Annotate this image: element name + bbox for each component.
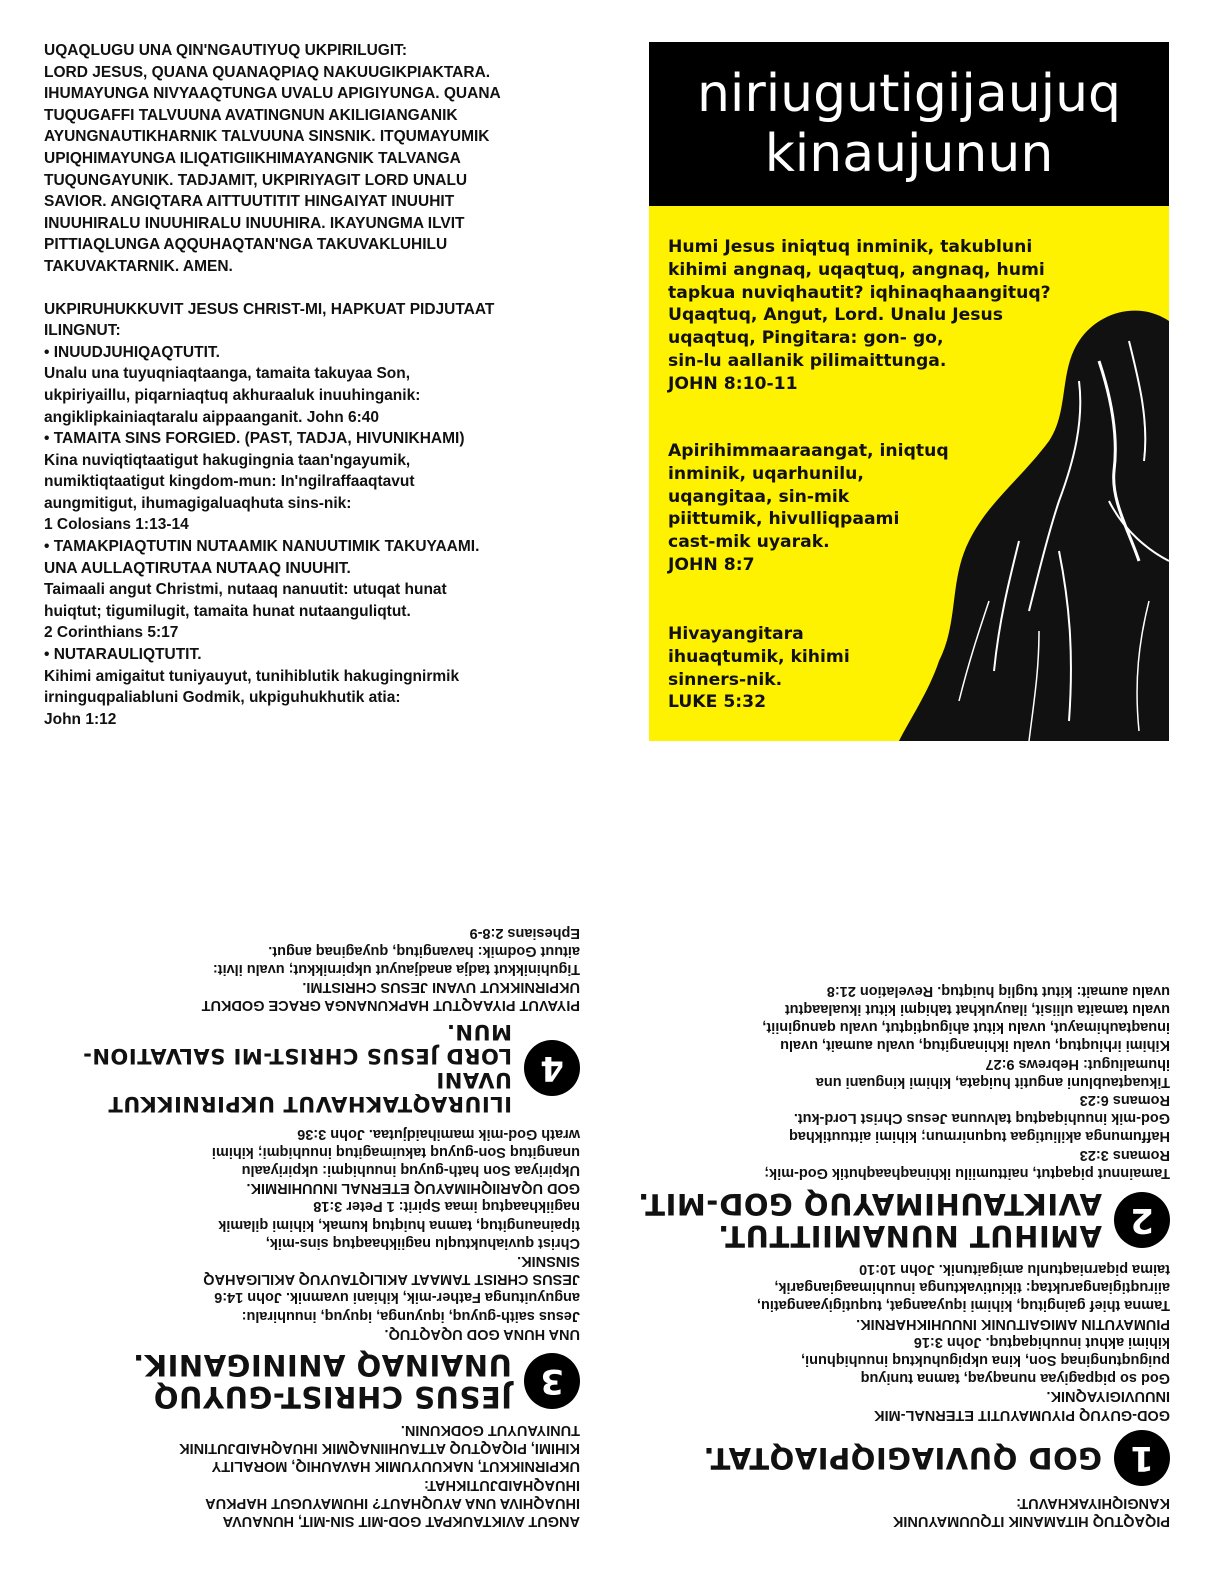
cover-panel xyxy=(649,42,1169,741)
steps-3-4-panel xyxy=(40,810,580,1530)
prayer-panel xyxy=(44,40,604,730)
step-body: PIYAVUT PIYAAQTUT HAPKUNANGA GRACE GODKUT UKPIRNIKKUT UVANI JESUS CHRISTMI. Tiguhinikkut tadja anadjauyut ukpirnikkut; uvalu ilvit: aituut Godmik: havangituq, quyaginaq angut. Ephesians 2:8-9 xyxy=(201,924,580,1014)
promise-title: • NUTARAULIQTUTIT. xyxy=(44,646,202,664)
step-title: ILIURAQTAKHAVUT UKPIRNIKKUT UVANI LORD JESUS CHRIST-MI SALVATION-MUN. xyxy=(82,1020,512,1117)
prayer-text: UQAQLUGU UNA QIN'NGAUTIYUQ UKPIRILUGIT: LORD JESUS, QUANA QUANAQPIAQ NAKUUGIKPIAKTARA. IHUMAYUNGA NIVYAAQTUNGA UVALU APIGIYUNGA. QUANA TUQUGAFFI TALVUUNA AVATINGNUN AKILIGIANGANIK AYUNGNAUTIKHARNIK TALVUUNA SINSNIK. ITQUMAYUMIK UPIQHIMAYUNGA ILIQATIGIIKHIMAYANGNIK TALVANGA TUQUNGAYUNIK. TADJAMIT, UKPIRIYAGIT LORD UNALU SAVIOR. ANGIQTARA AITTUUTITIT HINGAIYAT INUUHIT INUUHIRALU INUUHIRALU INUUHIRA. IKAYUNGMA ILVIT PITTIAQLUNGA AQQUHAQTAN'NGA TAKUVAKLUHILU TAKUVAKTARNIK. AMEN. xyxy=(44,42,501,275)
promise-title: • TAMAKPIAQTUTIN NUTAAMIK NANUUTIMIK TAKUYAAMI. UNA AULLAQTIRUTAA NUTAAQ INUUHIT. xyxy=(44,538,480,577)
step-1-heading xyxy=(630,1430,1170,1486)
promise-body: Taimaali angut Christmi, nutaaq nanuutit: utuqat hunat huiqtut; tigumilugit, tamaita hunat nutaanguliqtut. 2 Corinthians 5:17 xyxy=(44,581,447,642)
cover-quote: Hivayangitara ihuaqtumik, kihimi sinners-nik. LUKE 5:32 xyxy=(668,624,850,713)
step-number-badge: 4 xyxy=(524,1040,580,1096)
step-3-heading xyxy=(40,1349,580,1413)
promise-title: • INUUDJUHIQAQTUTIT. xyxy=(44,343,220,361)
promises-heading: UKPIRUHUKKUVIT JESUS CHRIST-MI, HAPKUAT PIDJUTAAT ILINGNUT: xyxy=(44,300,495,340)
step-4-heading xyxy=(40,1020,580,1116)
promise-body: Kina nuviqtiqtaatigut hakugingnia taan'ngayumik, numiktiqtaatigut kingdom-mun: In'ngilraffaaqtavut aungmitigut, ihumagigaluaqhuta sins-nik: 1 Colosians 1:13-14 xyxy=(44,451,415,534)
promise-title: • TAMAITA SINS FORGIED. (PAST, TADJA, HIVUNIKHAMI) xyxy=(44,430,465,448)
step-title: GOD QUVIAGIQPIAQTAT. xyxy=(702,1440,1102,1475)
step-body: GOD-GUYUQ PIYUMAYUTIT ETERNAL-MIK INUUVIGIYAQNIK. God so piqpagiyaa nunaqyaq, tamna tuniyuq puiguqtunginaq Son, kina ukpiguhuktuq inuuhiqhuni, kihimi akhut inuuhiqaqtuq. John 3:16 PIUMAYUTIN AMIGAITUNIK INUUHIKHARNIK. Tamna thief gaingituq, kihimi iquyaangat, tuqutigiyaangatiu, aiiruqtigiangaruktaq: tikiutivaktunga inuuhimaagiangarik, taima piqarniaqtunlu amigaitunik. John 10:10 xyxy=(756,1260,1170,1423)
intro-text: ANGUT AVIKTAUKPAT GOD-MIT SIN-MIT, HUNAUVA IHUAQHIVA UNA AYUQHAUT? IHUMAYUGUT HAPKUA IHUAQHAIDJUTIKHAT: UKPIRNIKKUT, NAKUUYUMIK HAVAUHIQ, MORALITY KIHIMI, PIQAQTUQ ATTAUHIINAQMIK IHUAQHAIDJUTINIK TUNIYAUYUT GODKUNIN. xyxy=(179,1421,580,1529)
step-body: UNA HUNA GOD UQAQTUQ. Jesus saith-guyuq, iquyunga, iquyuq, inuuhiralu: anguyuitunga Father-mik, kihiani uvamnik. John 14:6 JESUS CHRIST TAMAAT AKILIQTAUYUQ AKILIGAHAQ SINSNIK. Christ quviahuktuqlu nagiikhaaqtuq sins-mik, tipainaungituq, tamna huiqtuq kumak, kihimi qilamik nagiikhaaqtuq imaa Spirit: 1 Peter 3:18 GOD UQARIIQHIMAYUQ ETERNAL INUUHIRMIK. Ukpiriyaa Son hath-guyuq inuuhiqmi: ukpiriyaalu unangituq Son-guyuq takuimagituq inuuhiqmi; kihimi wrath God-mik mamihaidjutaa. John 3:36 xyxy=(203,1125,580,1342)
steps-1-2-panel xyxy=(630,810,1170,1530)
promise-body: Unalu una tuyuqniaqtaanga, tamaita takuyaa Son, ukpiriyaillu, piqarniaqtuq akhuraaluk inuuhinganik: angiklipkainiaqtaralu aippaanganit. John 6:40 xyxy=(44,365,421,426)
step-2-heading xyxy=(630,1188,1170,1252)
cover-title xyxy=(649,42,1169,206)
step-number-badge: 3 xyxy=(524,1353,580,1409)
step-number-badge: 1 xyxy=(1114,1430,1170,1486)
cover-quote: Humi Jesus iniqtuq inminik, takubluni kihimi angnaq, uqaqtuq, angnaq, humi tapkua nuviqhautit? iqhinaqhaangituq? Uqaqtuq, Angut, Lord. Unalu Jesus uqaqtuq, Pingitara: gon- go, sin-lu aallanik pilimaittunga. JOHN 8:10-11 xyxy=(668,237,1051,394)
cover-title-text: niriugutigijaujuq kinaujunun xyxy=(696,64,1122,184)
step-body: Tamainnut piqaqtut, naittumiilu ikhinaqhaaqhutik God-mik; Romans 3:23 Haffumunga akiliutigaa tuqunirmun; kihimi aittuutikhaq God-mik inuuhiqaqtuq talvuuna Jesus Christ Lord-kut. Romans 6:23 Tikuaqtaubluni angutit huiqata, kihimi kinguani una ihumaliugut: Hebrews 9:27 Kihimi irhiuqtuq, uvalu ikhinangituq, uvalu aumait, uvalu inuaqtauhimayut, uvalu kitut ahiguqtiqtut, uvalu qanuginiit, uvalu tamaita uliisit, ilauyukhat tahiqmi kitut ikualaaqtut uvalu aumait: kitut tugliq huiqtuq. Revelation 21:8 xyxy=(762,982,1170,1181)
cover-quote: Apirihimmaaraangat, iniqtuq inminik, uqarhunilu, uqangitaa, sin-mik piittumik, hivulliqpaami cast-mik uyarak. JOHN 8:7 xyxy=(668,441,949,575)
step-title: AMIHUT NUNAMIITTUT. AVIKTAUHIMAYUQ GOD-MIT. xyxy=(637,1186,1102,1253)
promise-body: Kihimi amigaitut tuniyauyut, tunihiblutik hakugingnirmik irninguqpaliabluni Godmik, ukpiguhukhutik atia: John 1:12 xyxy=(44,667,460,728)
step-number-badge: 2 xyxy=(1114,1192,1170,1248)
step-title: JESUS CHRIST-GUYUQ UNAINAQ ANINIGANIK. xyxy=(132,1347,512,1414)
intro-text: PIQAQTUQ HITAMANIK ITQUUMAYUNIK KANGIQHIYAKHAVUT: xyxy=(892,1494,1170,1529)
